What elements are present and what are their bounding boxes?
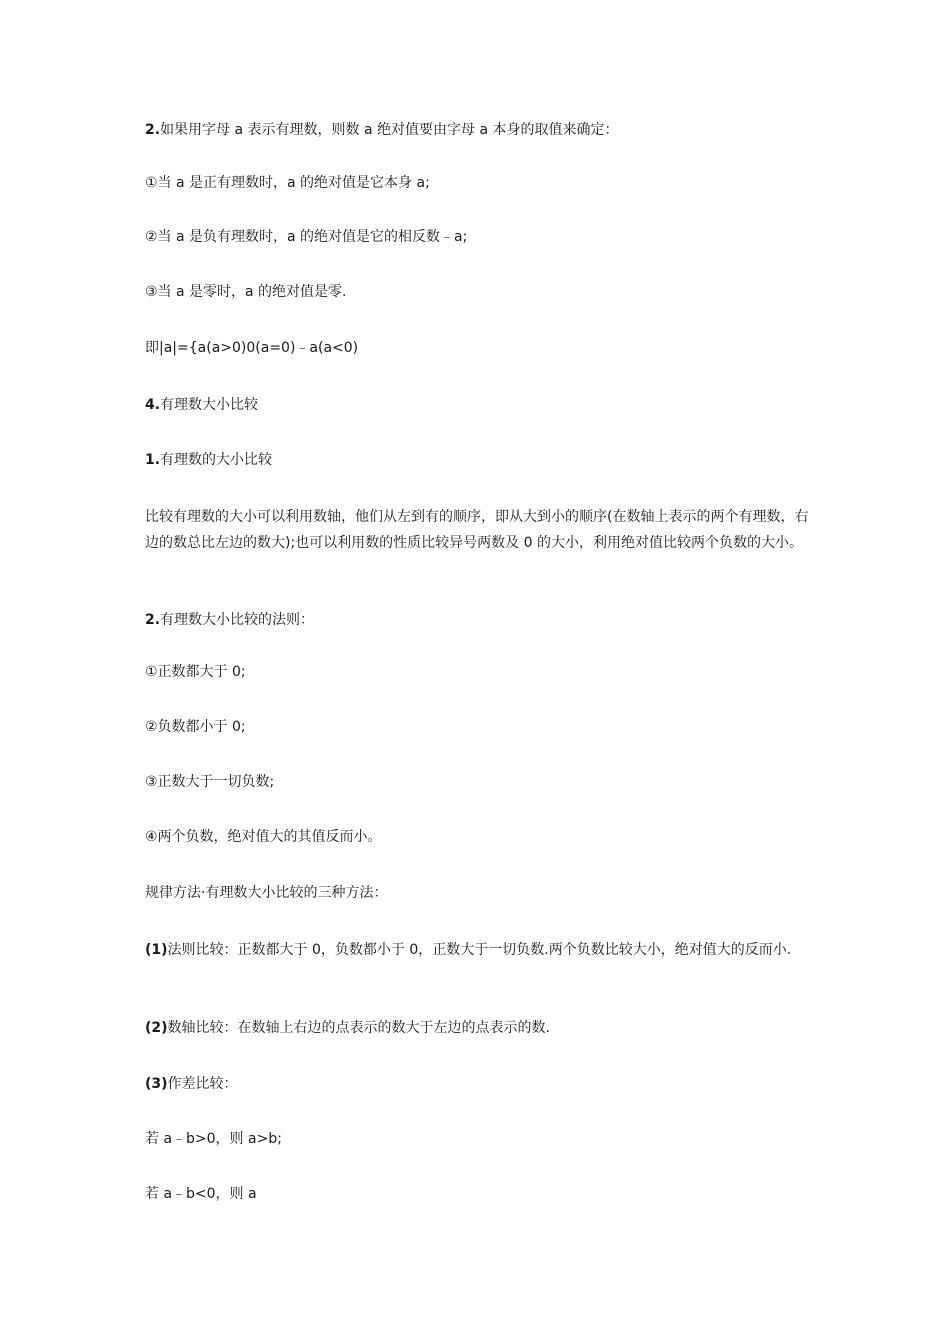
case-zero xyxy=(145,281,813,304)
rule-1 xyxy=(145,661,813,684)
rule-4 xyxy=(145,826,813,849)
methods-heading xyxy=(145,882,813,905)
item-number: 4. xyxy=(145,397,161,413)
heading-text: 有理数大小比较 xyxy=(160,397,259,413)
item-number: (2) xyxy=(145,1020,168,1036)
method-1 xyxy=(145,937,813,963)
paragraph-text: 作差比较： xyxy=(167,1076,238,1092)
item-number: (1) xyxy=(145,942,168,958)
paragraph-text: ①正数都大于 0; xyxy=(145,664,246,680)
paragraph-text: ②负数都小于 0; xyxy=(145,719,246,735)
paragraph-text: ②当 a 是负有理数时，a 的绝对值是它的相反数﹣a; xyxy=(145,229,468,245)
case-negative xyxy=(145,226,813,249)
rule-2 xyxy=(145,716,813,739)
paragraph-text: 若 a﹣b<0，则 a xyxy=(145,1186,257,1202)
paragraph-text: ③当 a 是零时，a 的绝对值是零. xyxy=(145,284,347,300)
paragraph-text: ③正数大于一切负数; xyxy=(145,774,275,790)
difference-case-2 xyxy=(145,1183,813,1206)
method-3 xyxy=(145,1073,813,1096)
absolute-value-formula xyxy=(145,337,813,360)
item-number: 2. xyxy=(145,122,161,138)
item-number: 1. xyxy=(145,452,161,468)
paragraph-text: 法则比较：正数都大于 0，负数都小于 0，正数大于一切负数.两个负数比较大小，绝对值大的反而小. xyxy=(167,942,792,958)
comparison-explanation xyxy=(145,504,813,556)
heading-text: 有理数大小比较的法则： xyxy=(160,612,315,628)
paragraph-text: 比较有理数的大小可以利用数轴，他们从左到有的顺序，即从大到小的顺序(在数轴上表示的两个有理数，右边的数总比左边的数大);也可以利用数的性质比较异号两数及 0 的大小，利用绝对值比较两个负数的大小。 xyxy=(145,509,809,551)
section-heading-comparison xyxy=(145,394,813,417)
rule-3 xyxy=(145,771,813,794)
paragraph-text: 数轴比较：在数轴上右边的点表示的数大于左边的点表示的数. xyxy=(167,1020,550,1036)
paragraph-text: 若 a﹣b>0，则 a>b; xyxy=(145,1131,282,1147)
difference-case-1 xyxy=(145,1128,813,1151)
section-absolute-value-rule xyxy=(145,119,813,142)
method-2 xyxy=(145,1017,813,1040)
paragraph-text: ④两个负数，绝对值大的其值反而小。 xyxy=(145,829,382,845)
subheading-comparison-rules xyxy=(145,609,813,632)
heading-text: 有理数的大小比较 xyxy=(160,452,273,468)
item-number: (3) xyxy=(145,1076,168,1092)
paragraph-text: 规律方法·有理数大小比较的三种方法： xyxy=(145,885,388,901)
item-number: 2. xyxy=(145,612,161,628)
subheading-comparison xyxy=(145,449,813,472)
paragraph-text: 即|a|={a(a>0)0(a=0)﹣a(a<0) xyxy=(145,340,359,356)
paragraph-text: ①当 a 是正有理数时，a 的绝对值是它本身 a; xyxy=(145,175,430,191)
paragraph-text: 如果用字母 a 表示有理数，则数 a 绝对值要由字母 a 本身的取值来确定： xyxy=(160,122,619,138)
case-positive xyxy=(145,172,813,195)
